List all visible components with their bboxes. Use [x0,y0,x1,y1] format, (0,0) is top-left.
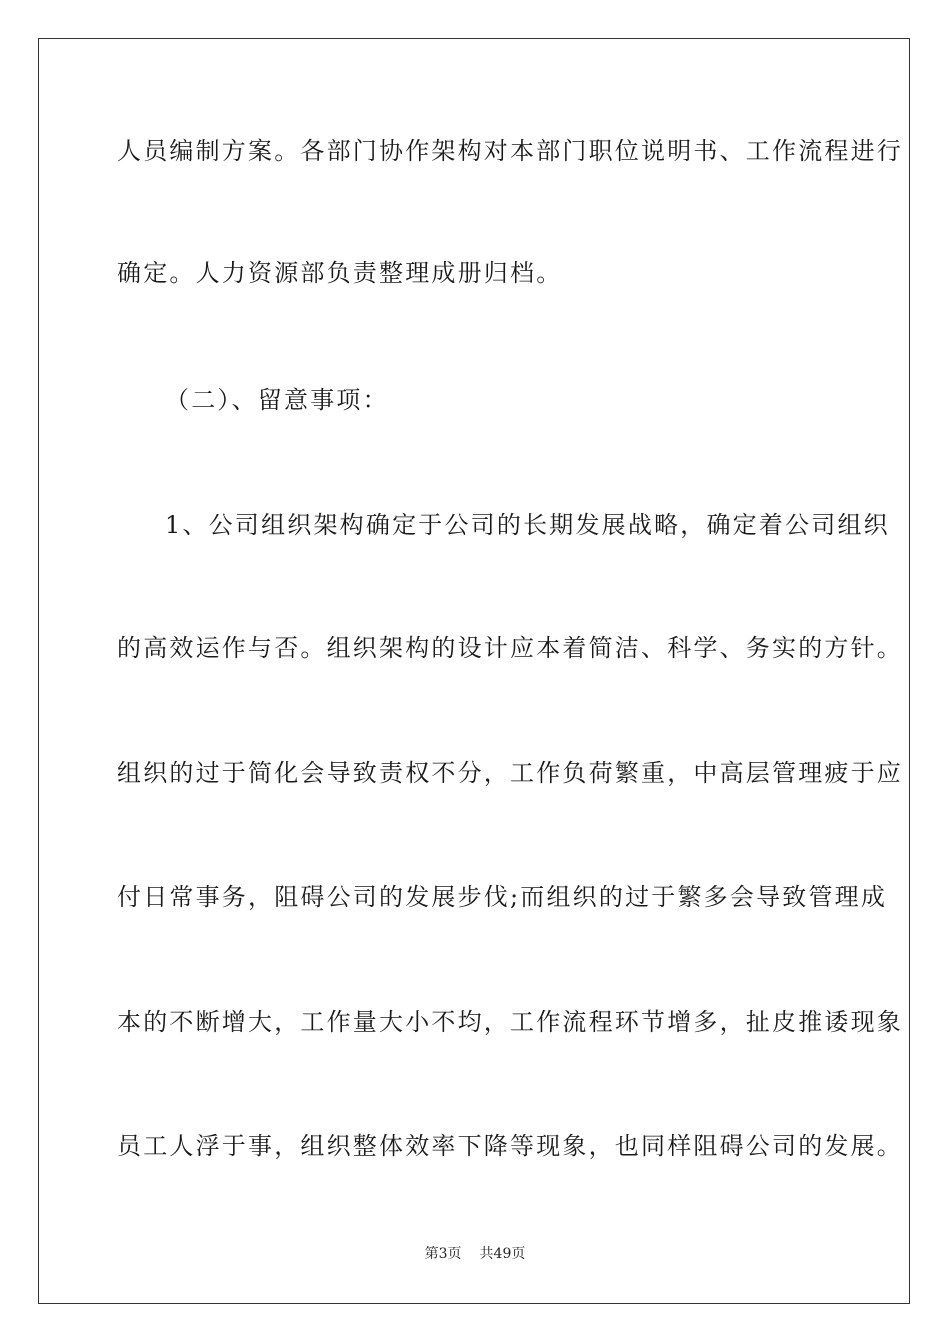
page-total: 共49页 [479,1246,526,1262]
paragraph-line-4: 1、公司组织架构确定于公司的长期发展战略，确定着公司组织 [165,511,890,539]
paragraph-line-1: 人员编制方案。各部门协作架构对本部门职位说明书、工作流程进行 [117,137,903,165]
paragraph-line-6: 组织的过于简化会导致责权不分，工作负荷繁重，中高层管理疲于应 [117,759,903,787]
paragraph-line-7: 付日常事务，阻碍公司的发展步伐;而组织的过于繁多会导致管理成 [117,883,888,911]
paragraph-line-9: 员工人浮于事，组织整体效率下降等现象，也同样阻碍公司的发展。 [117,1132,903,1160]
paragraph-line-8: 本的不断增大，工作量大小不均，工作流程环节增多，扯皮推诿现象 [117,1008,903,1036]
page-border [38,38,910,1304]
page-number: 第3页 [424,1246,462,1262]
paragraph-line-2: 确定。人力资源部负责整理成册归档。 [117,259,563,287]
paragraph-line-5: 的高效运作与否。组织架构的设计应本着简洁、科学、务实的方针。 [117,634,903,662]
section-heading: （二）、留意事项： [165,386,389,414]
page-footer [0,1245,950,1263]
